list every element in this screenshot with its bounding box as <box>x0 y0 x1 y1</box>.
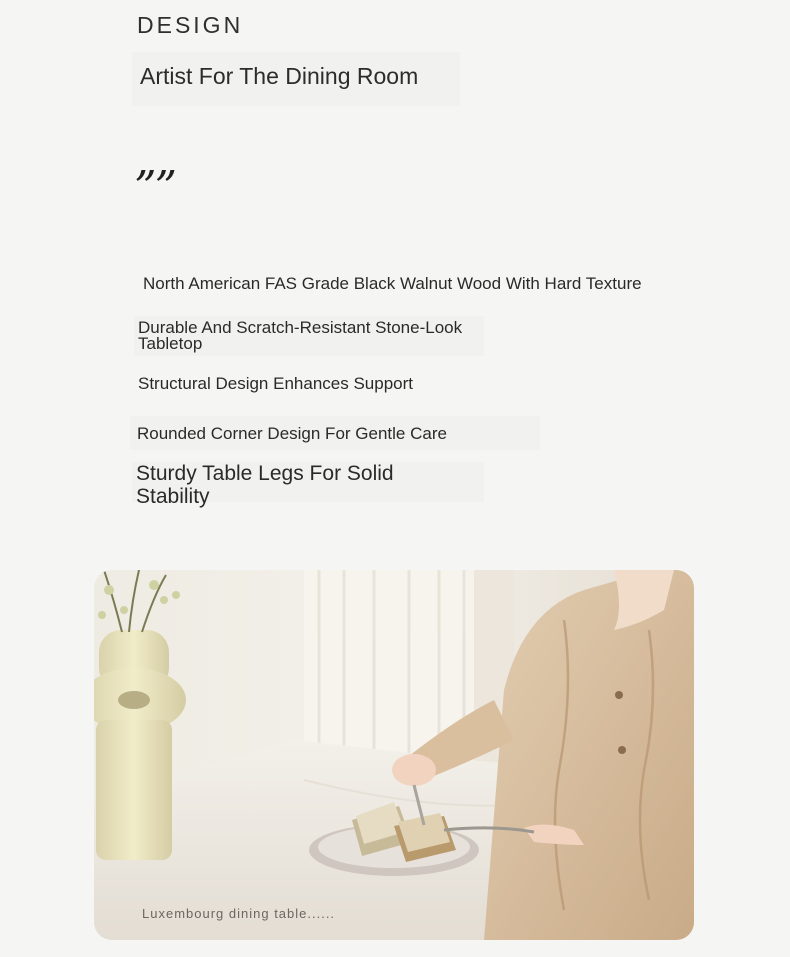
feature-tabletop: Durable And Scratch-Resistant Stone-Look Tabletop <box>138 318 463 353</box>
feature-wood: North American FAS Grade Black Walnut Wood With Hard Texture <box>143 274 642 293</box>
product-photo <box>94 570 694 940</box>
section-label: DESIGN <box>137 12 244 38</box>
feature-structure: Structural Design Enhances Support <box>138 374 413 393</box>
feature-corner: Rounded Corner Design For Gentle Care <box>137 424 447 443</box>
photo-caption: Luxembourg dining table...... <box>142 906 336 921</box>
dining-scene-illustration <box>94 570 694 940</box>
quote-mark: ”” <box>134 162 175 213</box>
feature-legs: Sturdy Table Legs For Solid Stability <box>136 462 394 508</box>
section-subtitle: Artist For The Dining Room <box>140 63 419 89</box>
